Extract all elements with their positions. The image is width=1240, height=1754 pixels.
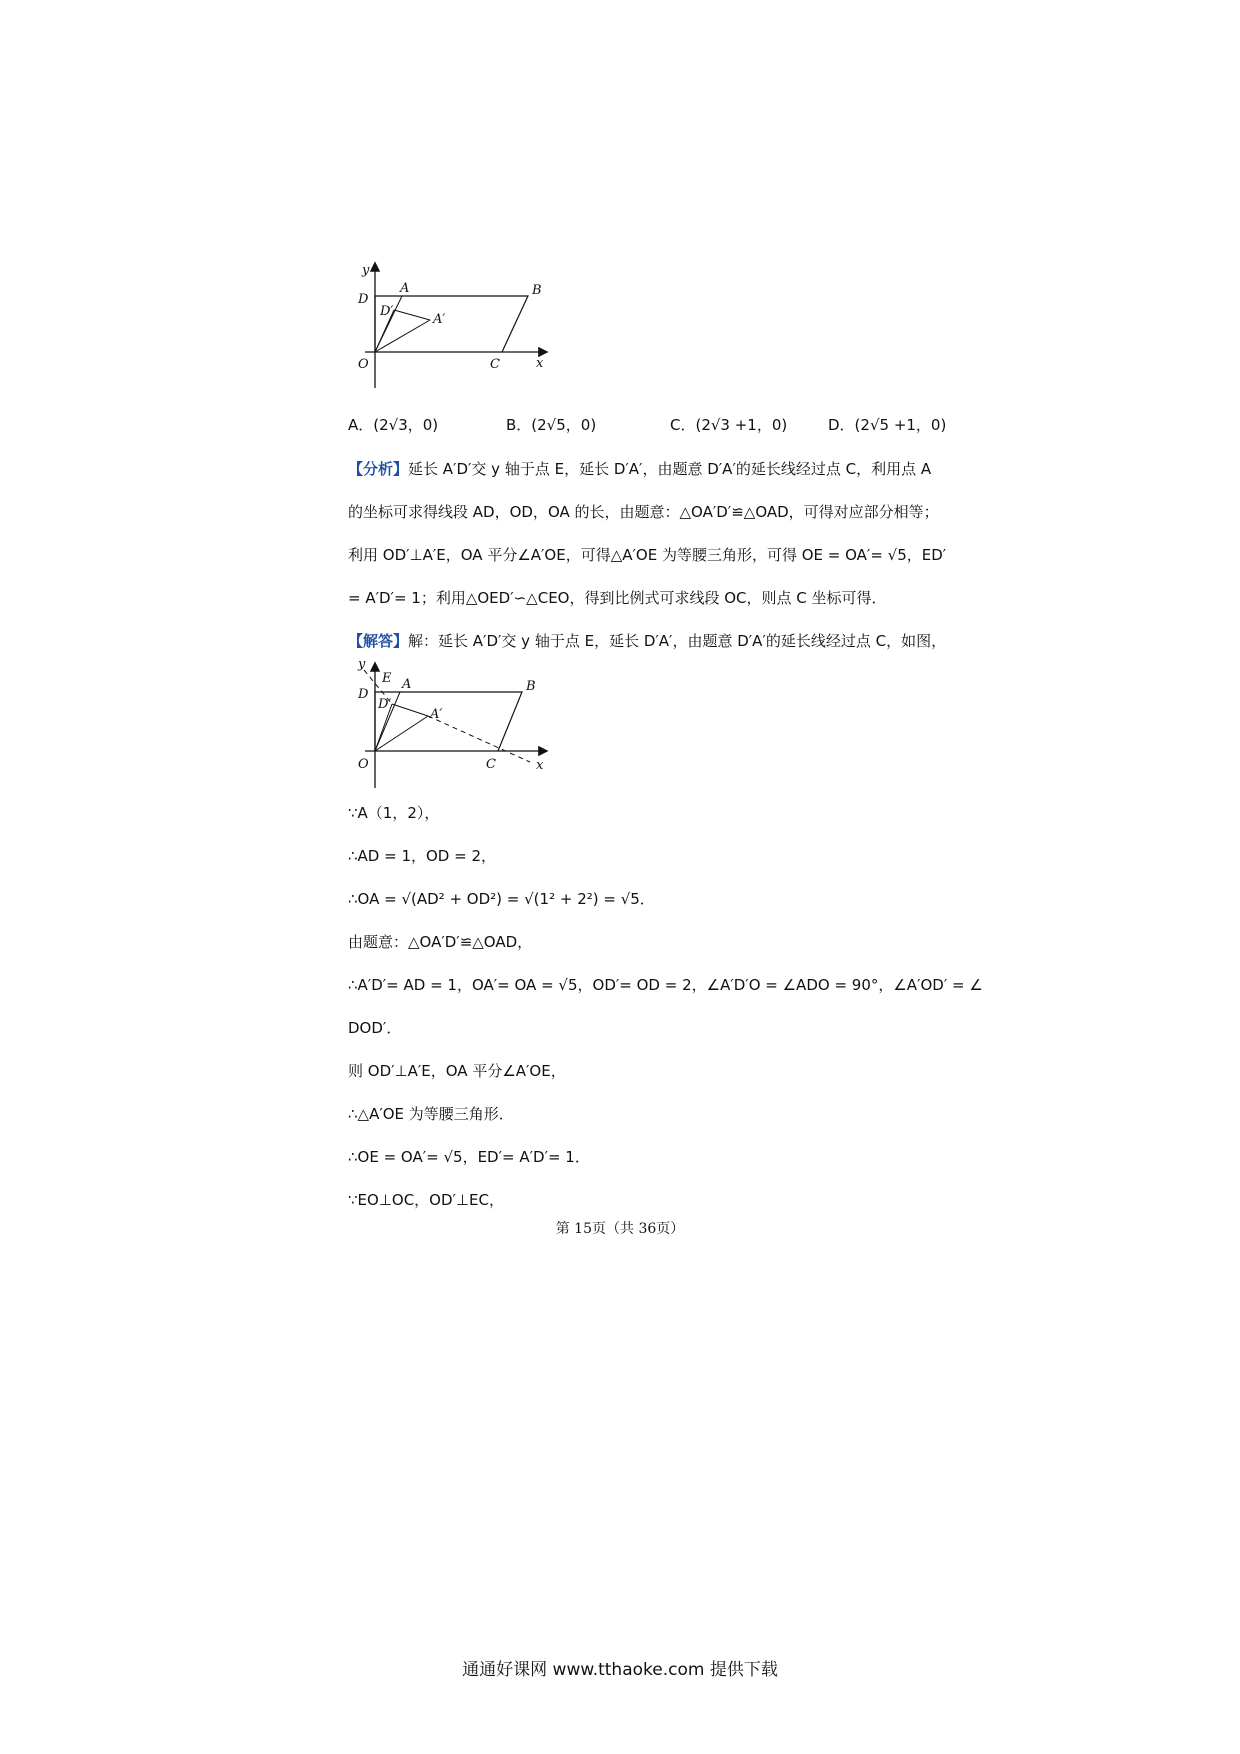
solution-line-1: 【解答】解：延长 A′D′交 y 轴于点 E，延长 D′A′，由题意 D′A′的延长线经过点 C，如图， — [348, 632, 947, 650]
solution-step-3: ∴OA = √(AD² + OD²) = √(1² + 2²) = √5． — [348, 890, 655, 908]
solution-step-4: 由题意：△OA′D′≌△OAD， — [348, 933, 533, 951]
parallelogram — [375, 692, 522, 751]
label-A-prime: A′ — [430, 707, 443, 722]
analysis-line-3: 利用 OD′⊥A′E，OA 平分∠A′OE，可得△A′OE 为等腰三角形，可得 OE = OA′= √5，ED′ — [348, 546, 947, 564]
label-D: D — [358, 292, 369, 307]
label-A: A — [402, 677, 412, 692]
solution-step-2: ∴AD = 1，OD = 2， — [348, 847, 497, 865]
figure-1 — [350, 258, 560, 393]
analysis-line-4: = A′D′= 1；利用△OED′∽△CEO，得到比例式可求线段 OC，则点 C 坐标可得． — [348, 589, 887, 607]
label-C: C — [490, 357, 500, 372]
label-O: O — [358, 357, 369, 372]
label-E: E — [382, 671, 392, 686]
solution-tag: 【解答】 — [348, 632, 409, 650]
label-y: y — [362, 263, 370, 278]
label-C: C — [486, 757, 496, 772]
analysis-line-2: 的坐标可求得线段 AD，OD，OA 的长，由题意：△OA′D′≌△OAD，可得对应部分相等； — [348, 503, 939, 521]
option-b: B．(2√5，0) — [506, 416, 597, 434]
site-footer: 通通好课网 www.tthaoke.com 提供下载 — [462, 1660, 778, 1680]
label-D-prime: D′ — [378, 697, 392, 712]
analysis-line-1: 【分析】延长 A′D′交 y 轴于点 E，延长 D′A′，由题意 D′A′的延长线经过点 C，利用点 A — [348, 460, 932, 478]
solution-step-9: ∴OE = OA′= √5，ED′= A′D′= 1． — [348, 1148, 590, 1166]
label-B: B — [532, 283, 542, 298]
dashed-extension — [428, 716, 530, 762]
label-B: B — [526, 679, 536, 694]
figure-2 — [350, 658, 560, 793]
label-O: O — [358, 757, 369, 772]
label-D: D — [358, 687, 369, 702]
label-A: A — [400, 281, 410, 296]
label-x: x — [536, 758, 544, 773]
solution-step-1: ∵A（1，2）， — [348, 804, 440, 822]
solution-step-8: ∴△A′OE 为等腰三角形． — [348, 1105, 514, 1123]
label-x: x — [536, 356, 544, 371]
label-y: y — [358, 658, 366, 672]
solution-step-7: 则 OD′⊥A′E，OA 平分∠A′OE， — [348, 1062, 566, 1080]
answer-options — [348, 414, 946, 436]
solution-step-6: DOD′． — [348, 1019, 402, 1037]
option-d: D．(2√5 +1，0) — [828, 416, 947, 434]
page-number: 第 15页（共 36页） — [555, 1221, 685, 1237]
option-c: C．(2√3 +1，0) — [670, 416, 788, 434]
label-A-prime: A′ — [433, 312, 446, 327]
option-a: A．(2√3，0) — [348, 416, 439, 434]
label-D-prime: D′ — [380, 304, 394, 319]
analysis-tag: 【分析】 — [348, 460, 409, 478]
solution-step-5: ∴A′D′= AD = 1，OA′= OA = √5，OD′= OD = 2，∠A′D′O = ∠ADO = 90°，∠A′OD′ = ∠ — [348, 976, 983, 994]
solution-step-10: ∵EO⊥OC，OD′⊥EC， — [348, 1191, 504, 1209]
